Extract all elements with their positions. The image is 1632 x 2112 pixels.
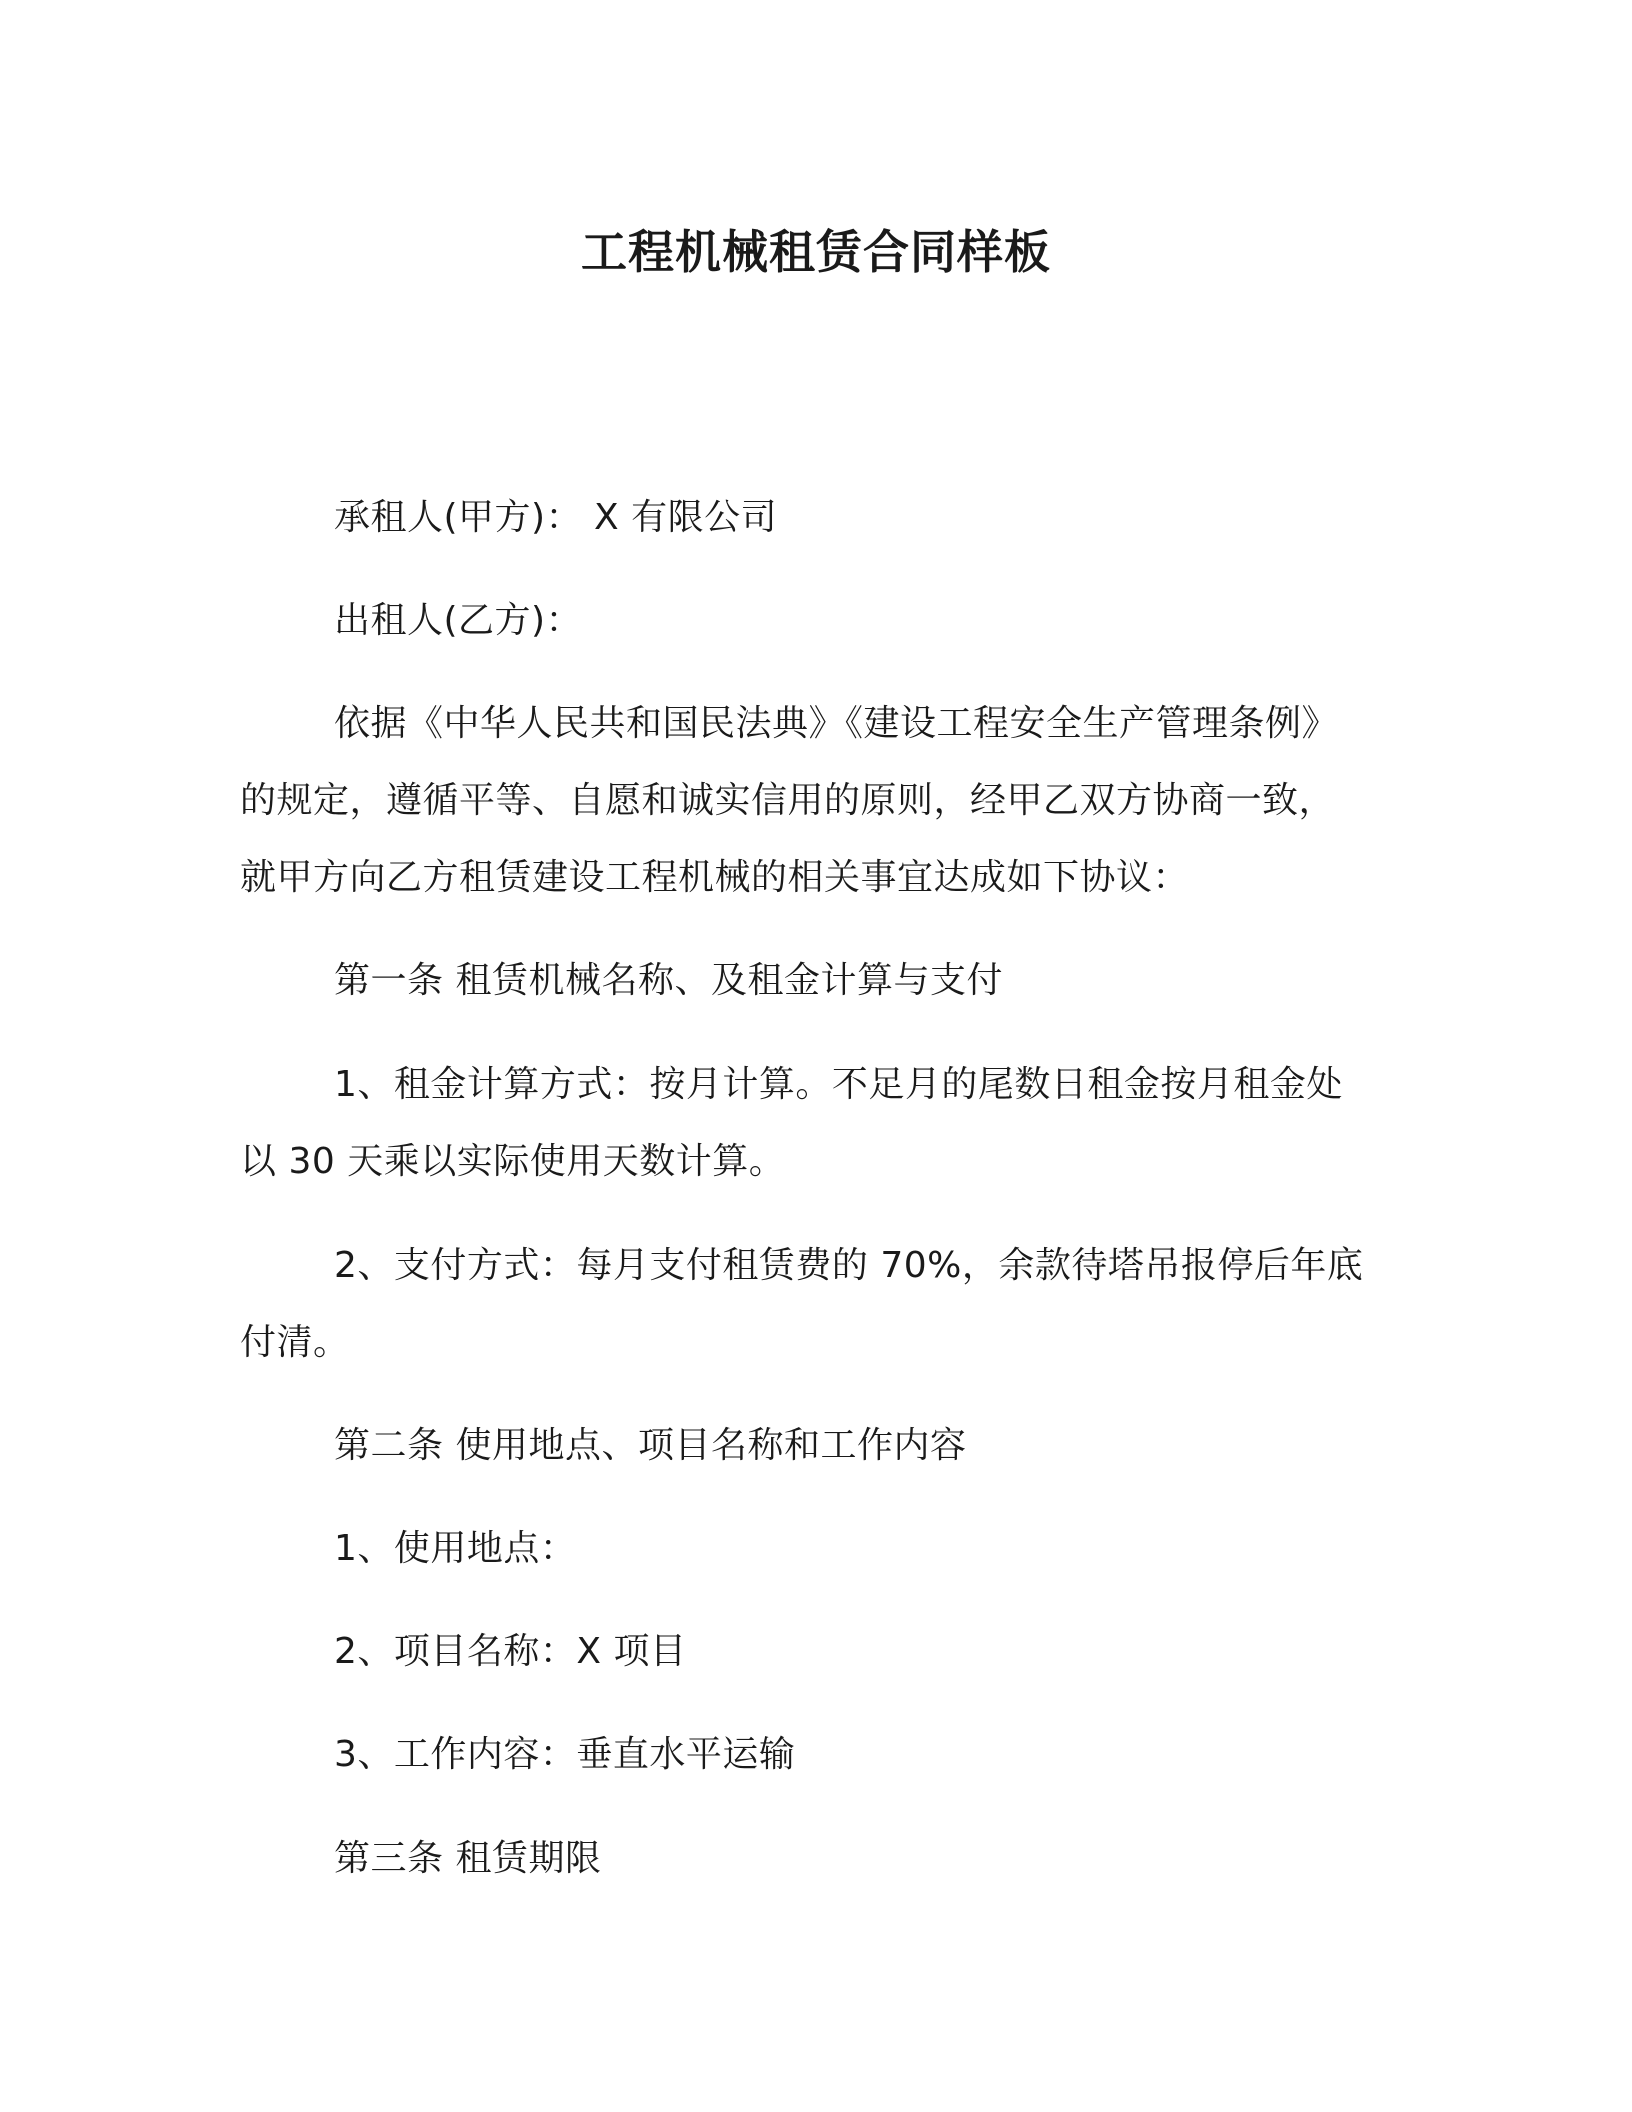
article-1-item-1-line-2: 以 30 天乘以实际使用天数计算。 [240,1141,786,1182]
article-2-item-2: 2、项目名称：X 项目 [334,1631,687,1672]
article-2-heading: 第二条 使用地点、项目名称和工作内容 [334,1425,967,1466]
article-1-item-2-line-2: 付清。 [240,1322,350,1363]
article-2-item-1: 1、使用地点： [334,1528,577,1569]
article-3-heading: 第三条 租赁期限 [334,1838,602,1879]
preamble-line-3: 就甲方向乙方租赁建设工程机械的相关事宜达成如下协议： [240,857,1190,898]
preamble-line-1: 依据《中华人民共和国民法典》《建设工程安全生产管理条例》 [334,703,1339,744]
lessor-line: 出租人(乙方)： [334,600,583,641]
document-title: 工程机械租赁合同样板 [581,225,1051,279]
preamble-line-2: 的规定，遵循平等、自愿和诚实信用的原则，经甲乙双方协商一致， [240,780,1336,821]
article-2-item-3: 3、工作内容：垂直水平运输 [334,1734,796,1775]
article-1-item-1-line-1: 1、租金计算方式：按月计算。不足月的尾数日租金按月租金处 [334,1064,1343,1105]
article-1-item-2-line-1: 2、支付方式：每月支付租赁费的 70%，余款待塔吊报停后年底 [334,1245,1364,1286]
lessee-line: 承租人(甲方)： X 有限公司 [334,497,778,538]
article-1-heading: 第一条 租赁机械名称、及租金计算与支付 [334,960,1003,1001]
